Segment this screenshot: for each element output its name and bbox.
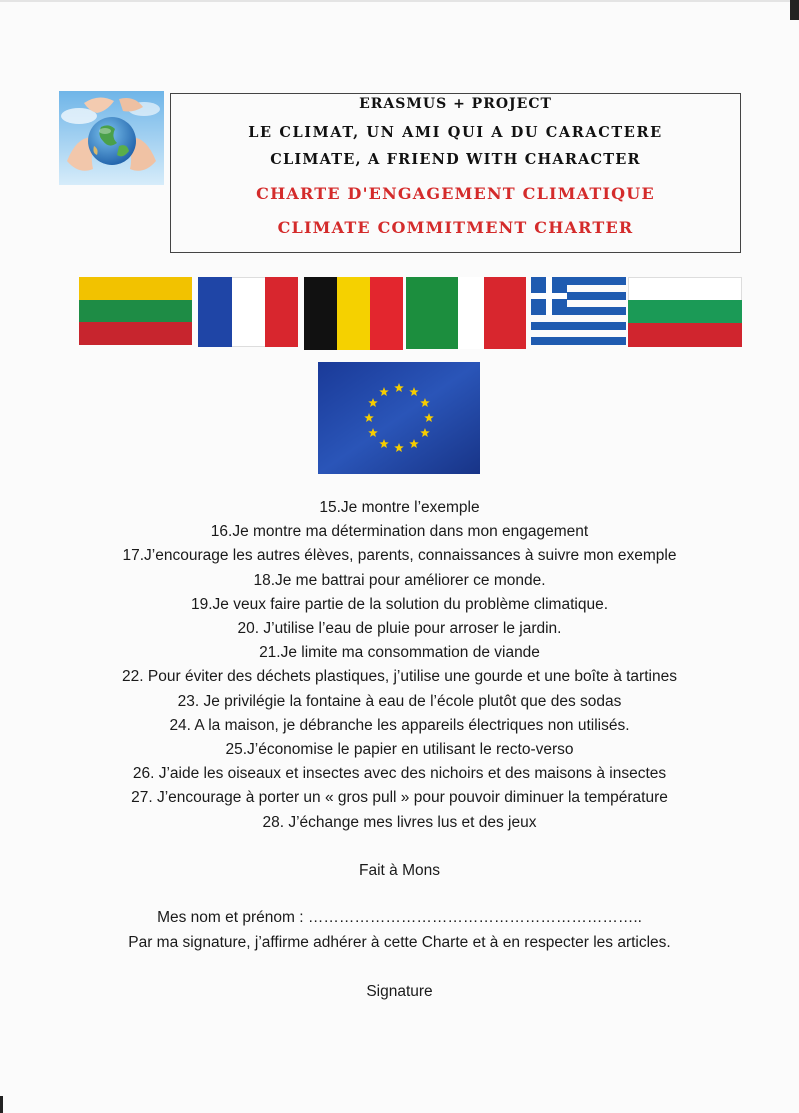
scan-top-edge: [0, 0, 799, 2]
france-flag-icon: [198, 277, 298, 347]
place-line: Fait à Mons: [359, 862, 440, 879]
project-title: ERASMUS + PROJECT: [359, 96, 552, 112]
scan-edge-mark: [0, 1096, 3, 1113]
project-subtitle-fr: LE CLIMAT, UN AMI QUI A DU CARACTERE: [248, 124, 663, 141]
commitment-item: 24. A la maison, je débranche les appareils électriques non utilisés.: [169, 716, 630, 734]
commitment-item: 17.J’encourage les autres élèves, parents, connaissances à suivre mon exemple: [122, 547, 677, 565]
eu-flag-icon: [318, 362, 480, 474]
signature-label: Signature: [366, 983, 433, 1000]
commitment-item: 15.Je montre l’exemple: [319, 499, 480, 516]
commitment-item: 28. J’échange mes livres lus et des jeux: [262, 813, 537, 831]
greece-flag-icon: [531, 277, 626, 346]
name-field-line: Mes nom et prénom : ………………………………………………………..: [157, 909, 642, 926]
belgium-flag-icon: [304, 277, 403, 350]
affirmation-text: Par ma signature, j’affirme adhérer à cette Charte et à en respecter les articles.: [128, 934, 671, 951]
commitment-item: 18.Je me battrai pour améliorer ce monde.: [253, 571, 546, 589]
commitment-item: 16.Je montre ma détermination dans mon engagement: [210, 523, 589, 541]
italy-flag-icon: [406, 277, 526, 349]
lithuania-flag-icon: [79, 277, 192, 345]
scan-edge-mark: [790, 0, 799, 20]
commitment-item: 26. J’aide les oiseaux et insectes avec des nichoirs et des maisons à insectes: [132, 765, 667, 783]
commitment-item: 25.J’économise le papier en utilisant le recto-verso: [225, 741, 574, 758]
commitment-item: 21.Je limite ma consommation de viande: [259, 644, 540, 662]
project-subtitle-en: CLIMATE, A FRIEND WITH CHARACTER: [270, 151, 641, 168]
commitment-item: 22. Pour éviter des déchets plastiques, j’utilise une gourde et une boîte à tartines: [122, 668, 677, 686]
commitment-item: 19.Je veux faire partie de la solution du problème climatique.: [190, 595, 609, 613]
bulgaria-flag-icon: [628, 277, 742, 347]
header-title-box: [170, 93, 741, 253]
globe-in-hands-icon: [59, 91, 164, 185]
charter-title-en: CLIMATE COMMITMENT CHARTER: [277, 218, 634, 237]
commitment-item: 20. J’utilise l’eau de pluie pour arroser le jardin.: [237, 620, 562, 637]
commitment-item: 23. Je privilégie la fontaine à eau de l’école plutôt que des sodas: [177, 692, 622, 710]
commitment-item: 27. J’encourage à porter un « gros pull » pour pouvoir diminuer la température: [131, 789, 668, 807]
charter-title-fr: CHARTE D'ENGAGEMENT CLIMATIQUE: [256, 184, 655, 203]
